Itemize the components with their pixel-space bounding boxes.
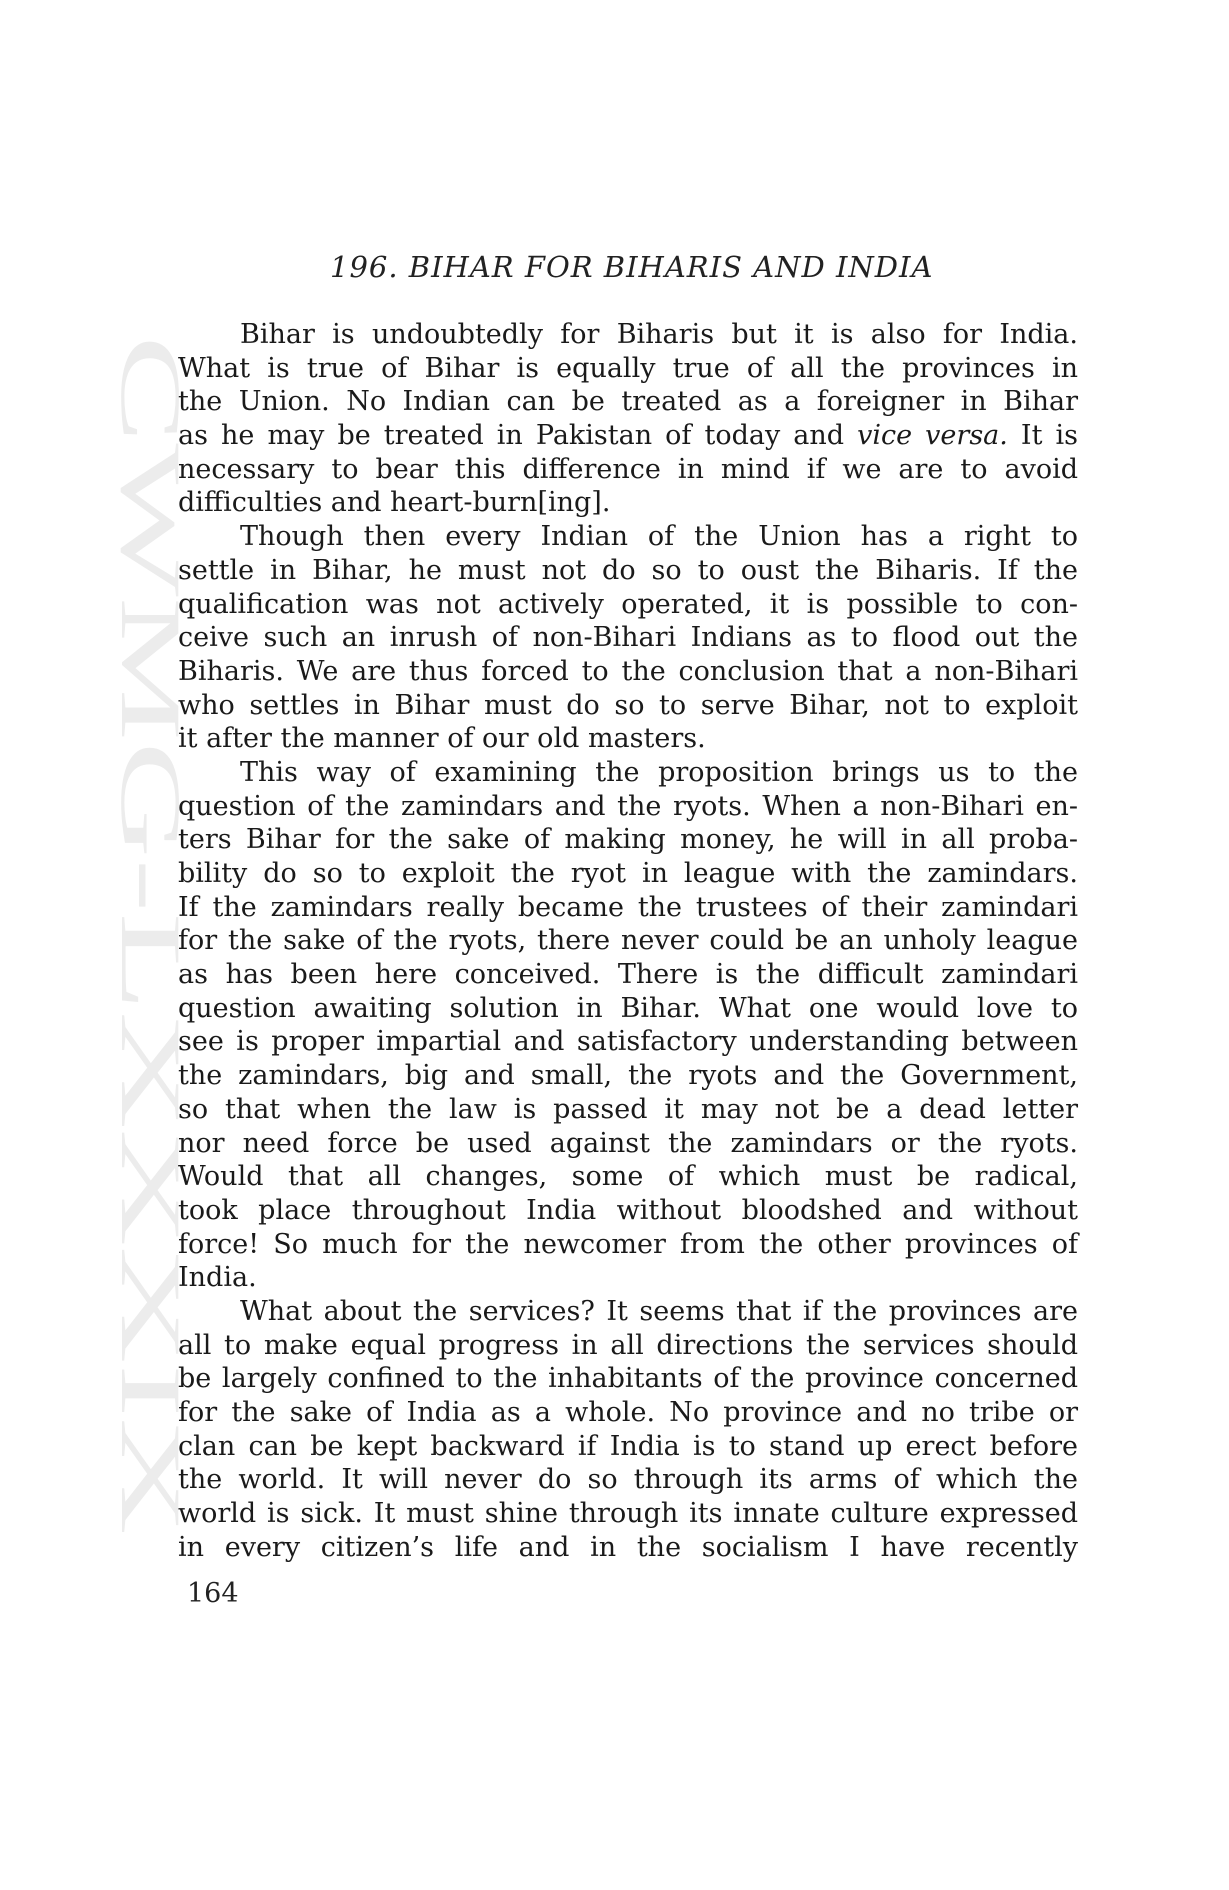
- text-line: [178, 891, 1078, 925]
- body-text: [178, 318, 1078, 1564]
- text-line: [178, 655, 1078, 689]
- text-line-content: difficulties and heart-burn[ing].: [178, 487, 611, 519]
- text-line-content: necessary to bear this difference in mind if we are to avoid: [178, 453, 1078, 485]
- text-line: [178, 924, 1078, 958]
- text-line-content: for the sake of India as a whole. No province and no tribe or: [178, 1397, 1078, 1428]
- text-line-content: the world. It will never do so through its arms of which the: [178, 1464, 1078, 1496]
- text-line-content: Bihar is undoubtedly for Biharis but it is also for India.: [240, 319, 1078, 350]
- text-line-content: Would that all changes, some of which must be radical,: [178, 1161, 1078, 1193]
- text-line: [178, 1059, 1078, 1093]
- text-line: [178, 588, 1078, 622]
- watermark-text: CWMG-LXXXIX: [110, 335, 199, 971]
- text-line: [178, 1295, 1078, 1329]
- text-line: [178, 520, 1078, 554]
- text-line: [178, 1025, 1078, 1059]
- text-line-content: bility do so to exploit the ryot in league with the zamindars.: [178, 858, 1078, 889]
- text-line: [178, 790, 1078, 824]
- text-line-content: If the zamindars really became the trustees of their zamindari: [178, 891, 1078, 923]
- text-line-tail: It is: [1007, 420, 1078, 452]
- text-line: [178, 486, 1078, 520]
- section-heading: 196. BIHAR FOR BIHARIS AND INDIA: [330, 250, 934, 284]
- text-line: [178, 1194, 1078, 1228]
- text-line-content: force! So much for the newcomer from the other provinces of: [178, 1228, 1078, 1260]
- text-line-content: Biharis. We are thus forced to the conclusion that a non-Bihari: [178, 655, 1078, 687]
- text-line-content: see is proper impartial and satisfactory understanding between: [178, 1026, 1078, 1058]
- text-line-content: question awaiting solution in Bihar. What one would love to: [178, 992, 1078, 1024]
- text-line: [178, 857, 1078, 891]
- text-line-content: in every citizen’s life and in the socialism I have recently: [178, 1531, 1078, 1563]
- text-line: [178, 385, 1078, 419]
- text-line: [178, 722, 1078, 756]
- text-line: [178, 1093, 1078, 1127]
- text-line-content: the Union. No Indian can be treated as a foreigner in Bihar: [178, 386, 1078, 418]
- text-line-content: India.: [178, 1262, 257, 1294]
- text-line-content: What about the services? It seems that if the provinces are: [240, 1295, 1078, 1327]
- text-line: [178, 1329, 1078, 1363]
- text-line-content: Though then every Indian of the Union has a right to: [240, 521, 1078, 553]
- text-line: [178, 1127, 1078, 1161]
- text-line-content: for the sake of the ryots, there never could be an unholy league: [178, 925, 1078, 957]
- text-line-content: world is sick. It must shine through its innate culture expressed: [178, 1498, 1078, 1530]
- text-line: [178, 1160, 1078, 1194]
- text-line-content: clan can be kept backward if India is to stand up erect before: [178, 1430, 1078, 1462]
- text-line: [178, 453, 1078, 487]
- text-line-content: as has been here conceived. There is the difficult zamindari: [178, 959, 1078, 991]
- text-line-content: took place throughout India without bloodshed and without: [178, 1194, 1078, 1226]
- text-line-content: What is true of Bihar is equally true of all the provinces in: [178, 352, 1078, 384]
- text-line: [178, 756, 1078, 790]
- text-line: [178, 1531, 1078, 1565]
- text-line-content: it after the manner of our old masters.: [178, 723, 706, 755]
- text-line: [178, 554, 1078, 588]
- text-line: [178, 958, 1078, 992]
- page-number: 164: [187, 1578, 239, 1609]
- text-line: [178, 689, 1078, 723]
- text-line: [178, 1497, 1078, 1531]
- text-line-content: ters Bihar for the sake of making money, he will in all proba-: [178, 824, 1078, 856]
- text-line-content: qualification was not actively operated, it is possible to con-: [178, 588, 1078, 620]
- text-line-content: so that when the law is passed it may not be a dead letter: [178, 1093, 1078, 1125]
- text-line-content: who settles in Bihar must do so to serve Bihar, not to exploit: [178, 689, 1078, 721]
- text-line: [178, 352, 1078, 386]
- text-line: [178, 823, 1078, 857]
- text-line-content: settle in Bihar, he must not do so to oust the Biharis. If the: [178, 554, 1078, 586]
- text-line-content: ceive such an inrush of non-Bihari Indians as to flood out the: [178, 622, 1078, 654]
- text-line: [178, 318, 1078, 352]
- text-line: [178, 419, 1078, 453]
- text-line-content: as he may be treated in Pakistan of today and: [178, 420, 858, 452]
- text-line-content: This way of examining the proposition brings us to the: [240, 756, 1078, 788]
- text-line: [178, 621, 1078, 655]
- text-line: [178, 1228, 1078, 1262]
- text-line: [178, 1430, 1078, 1464]
- text-line-content: question of the zamindars and the ryots. When a non-Bihari en-: [178, 790, 1078, 822]
- text-line-content: all to make equal progress in all directions the services should: [178, 1329, 1078, 1361]
- italic-phrase: vice versa.: [857, 420, 1008, 452]
- text-line: [178, 1396, 1078, 1430]
- text-line-content: nor need force be used against the zamindars or the ryots.: [178, 1127, 1078, 1159]
- text-line-content: be largely confined to the inhabitants of the province concerned: [178, 1363, 1078, 1395]
- text-line-content: the zamindars, big and small, the ryots and the Government,: [178, 1060, 1078, 1092]
- text-line: [178, 1463, 1078, 1497]
- text-line: [178, 992, 1078, 1026]
- text-line: [178, 1362, 1078, 1396]
- text-line: [178, 1261, 1078, 1295]
